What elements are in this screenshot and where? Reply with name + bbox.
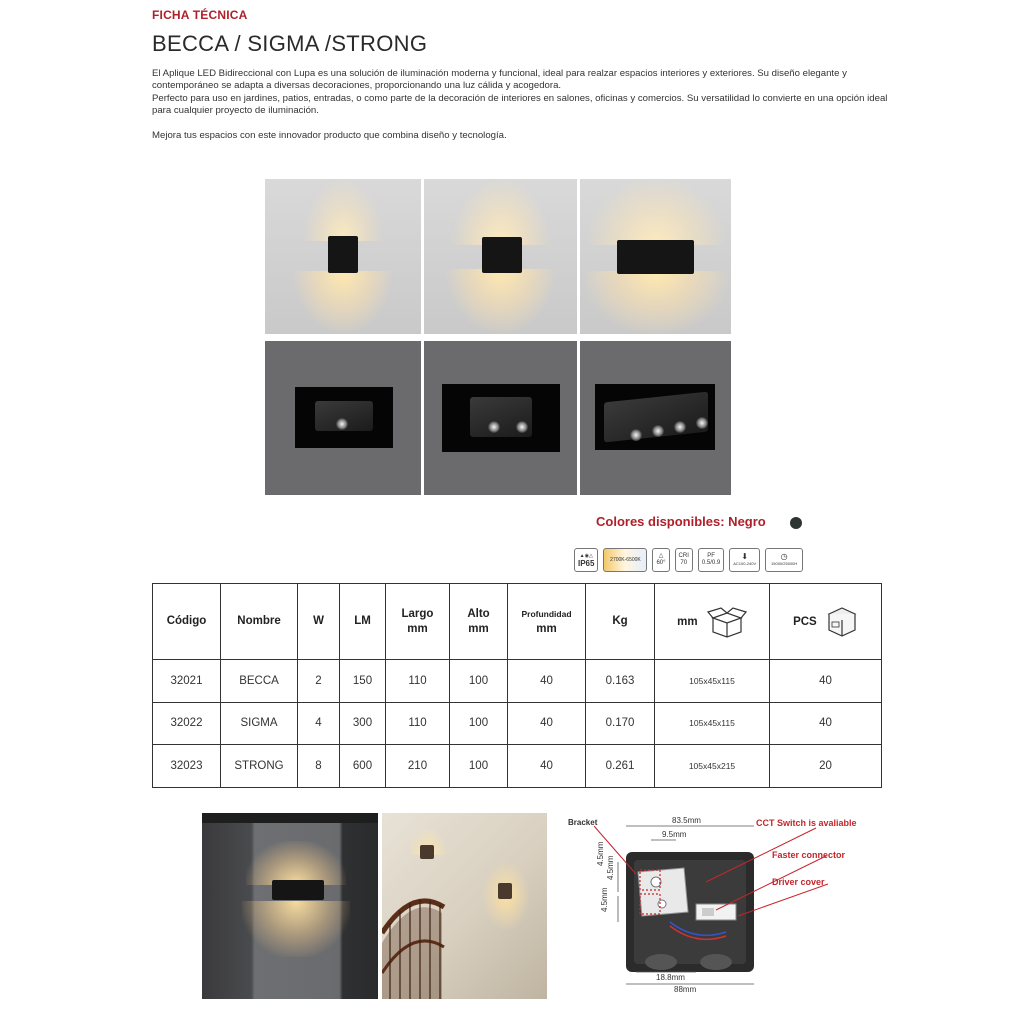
label-faster-connector: Faster connector [772,850,846,860]
label-cct-switch: CCT Switch is avaliable [756,818,857,828]
header-largo-label: Largo [401,607,434,620]
photo-exterior-application [202,813,378,999]
cell-mm: 105x45x115 [655,660,770,703]
header-alto-unit: mm [468,622,489,635]
photo-becca-lit [265,179,421,334]
label-driver-cover: Driver cover [772,877,825,887]
header-largo-unit: mm [407,622,428,635]
staircase-railing [382,873,547,999]
cell-kg: 0.170 [586,702,655,745]
cct-icon: 2700K-6500K [603,548,647,572]
color-swatch-black [790,517,802,529]
cell-lm: 300 [340,702,386,745]
cell-pcs: 20 [770,745,882,788]
label-bracket: Bracket [568,818,598,827]
header-label: FICHA TÉCNICA [152,8,248,22]
cell-nombre: SIGMA [221,702,298,745]
header-mm-label: mm [677,615,698,628]
header-mm [655,584,770,660]
cell-pcs: 40 [770,660,882,703]
cell-kg: 0.163 [586,660,655,703]
cell-w: 8 [298,745,340,788]
dimension-bottom-offset: 18.8mm [656,973,685,982]
cell-largo: 110 [386,702,450,745]
header-alto-label: Alto [467,607,490,620]
cell-alto: 100 [450,660,508,703]
driver-icon: ⬇ AC100-240V [729,548,760,572]
cell-prof: 40 [508,702,586,745]
cell-codigo: 32021 [153,660,221,703]
header-codigo: Código [153,584,221,660]
description-paragraph-3: Mejora tus espacios con este innovador producto que combina diseño y tecnología. [152,129,507,141]
cell-largo: 210 [386,745,450,788]
header-largo [386,584,450,660]
cri-icon: CRI 70 [675,548,693,572]
page-title: BECCA / SIGMA /STRONG [152,31,428,56]
dimension-side-3: 4.5mm [600,887,609,912]
cell-alto: 100 [450,702,508,745]
open-box-icon [707,606,747,638]
photo-sigma-lit [424,179,577,334]
cell-mm: 105x45x215 [655,745,770,788]
photo-strong-product [580,341,731,495]
colors-available-label: Colores disponibles: Negro [596,514,766,529]
dimension-bottom-width: 88mm [674,985,697,994]
technical-diagram [566,812,866,1002]
cell-nombre: BECCA [221,660,298,703]
dimension-top-width: 83.5mm [672,816,701,825]
header-alto [450,584,508,660]
photo-strong-lit [580,179,731,334]
dimension-side-1: 4.5mm [596,841,605,866]
header-prof-label: Profundidad [521,608,572,619]
cell-kg: 0.261 [586,745,655,788]
cell-alto: 100 [450,745,508,788]
header-w: W [298,584,340,660]
header-pcs-label: PCS [793,615,817,628]
cell-pcs: 40 [770,702,882,745]
cell-codigo: 32023 [153,745,221,788]
photo-stairway-application [382,813,547,999]
cell-w: 2 [298,660,340,703]
cell-lm: 150 [340,660,386,703]
ip65-icon: ▲◉△ IP65 [574,548,598,572]
beam-angle-icon: △ 60° [652,548,669,572]
spec-table [152,583,882,788]
header-kg: Kg [586,584,655,660]
cell-largo: 110 [386,660,450,703]
photo-sigma-product [424,341,577,495]
cell-prof: 40 [508,745,586,788]
diagram-drawing [566,812,866,1002]
cell-w: 4 [298,702,340,745]
pf-icon: PF 0.5/0.9 [698,548,724,572]
photo-becca-product [265,341,421,495]
cell-prof: 40 [508,660,586,703]
table-header-row [153,584,882,660]
description-paragraph-1: El Aplique LED Bidireccional con Lupa es una solución de iluminación moderna y funcional, ideal para realzar espacios interiores y exteriores. Su diseño elegante y contemporáneo se adapta a diversas decoraciones, proporcionando una luz cálida y acogedora. [152,68,847,92]
spec-badges [574,548,803,572]
header-nombre: Nombre [221,584,298,660]
closed-box-icon [826,605,858,639]
description-paragraph-2: Perfecto para uso en jardines, patios, entradas, o como parte de la decoración de interiores en salones, oficinas y comercios. Su versatilidad lo convierte en una opción ideal para cualquier proyecto de iluminación. [152,92,888,117]
cell-nombre: STRONG [221,745,298,788]
product-description [152,68,892,142]
dimension-side-2: 4.5mm [606,855,615,880]
header-pcs [770,584,882,660]
cell-lm: 600 [340,745,386,788]
header-lm: LM [340,584,386,660]
table-row [153,702,882,745]
cell-codigo: 32022 [153,702,221,745]
dimension-top-offset: 9.5mm [662,830,687,839]
header-prof-unit: mm [536,622,557,635]
header-profundidad [508,584,586,660]
lifespan-icon: ◷ 15000/25000H [765,548,803,572]
table-row [153,745,882,788]
table-row [153,660,882,703]
cell-mm: 105x45x115 [655,702,770,745]
